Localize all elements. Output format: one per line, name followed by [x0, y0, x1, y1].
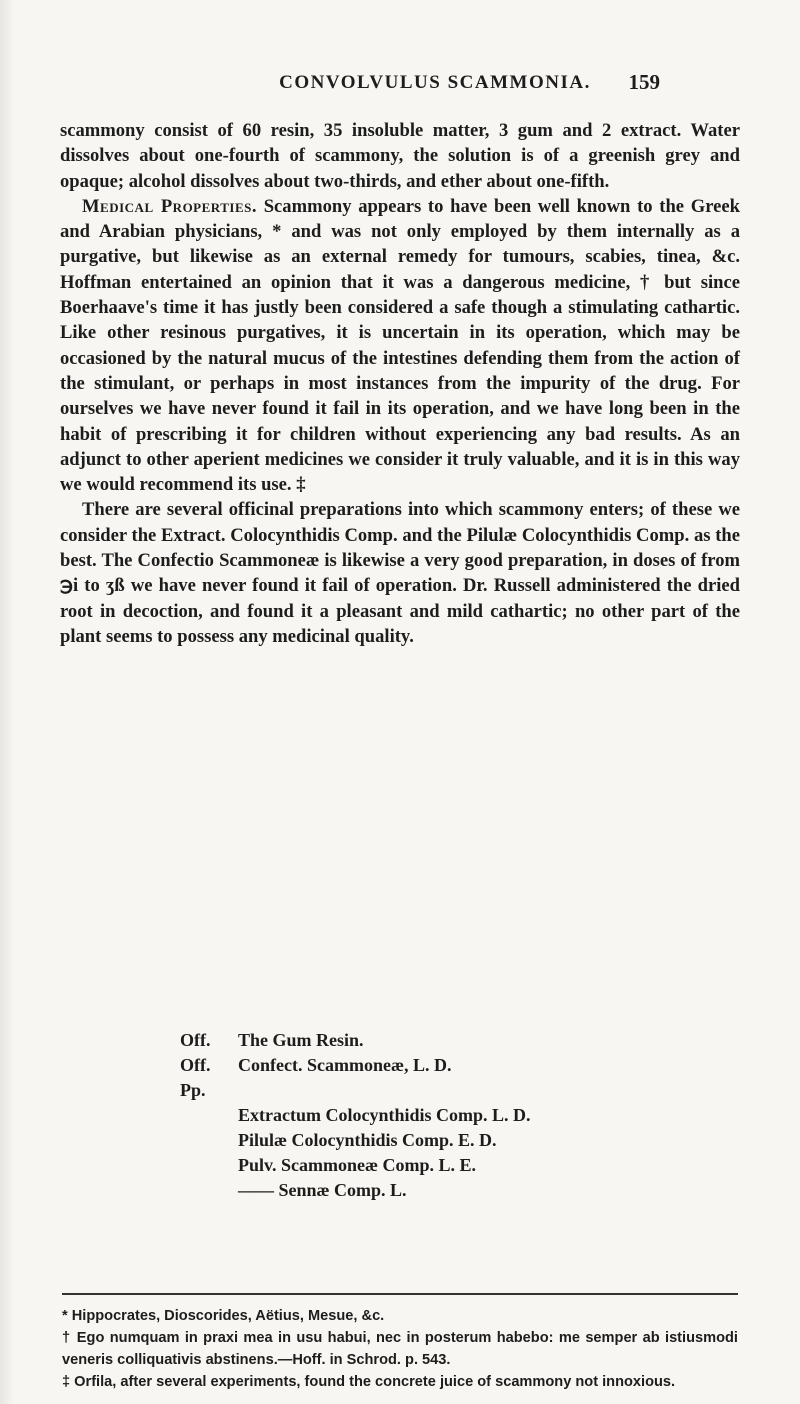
- footnote: † Ego numquam in praxi mea in usu habui, nec in posterum habebo: me semper ab istiusmodi veneris colliquativis abstinens.—Hoff. in Schrod. p. 543.: [62, 1330, 738, 1368]
- officinal-item: Extractum Colocynthidis Comp. L. D.: [238, 1105, 531, 1125]
- running-title: CONVOLVULUS SCAMMONIA.: [279, 72, 591, 93]
- footnote-divider: [62, 1293, 738, 1295]
- officinal-item: Pulv. Scammoneæ Comp. L. E.: [238, 1155, 477, 1175]
- officinal-item: —— Sennæ Comp. L.: [238, 1180, 407, 1200]
- paragraph-preparations: There are several officinal preparations into which scammony enters; of these we consider the Extract. Colocynthidis Comp. and the Pilulæ Colocynthidis Comp. as the best. The Confectio Scammoneæ is likewise a very good preparation, in doses of from ℈i to ʒß we have never found it fail of operation. Dr. Russell administered the dried root in decoction, and found it a pleasant and mild cathartic; no other part of the plant seems to possess any medicinal quality.: [60, 499, 740, 647]
- page-edge: [0, 0, 14, 1404]
- footnote: ‡ Orfila, after several experiments, found the concrete juice of scammony not innoxious.: [62, 1374, 676, 1390]
- officinal-label: Off. Pp.: [180, 1055, 211, 1100]
- officinal-item: Confect. Scammoneæ, L. D.: [238, 1055, 452, 1075]
- paragraph-medical-properties: [60, 194, 740, 498]
- officinal-list: [180, 1028, 680, 1203]
- officinal-row: [180, 1053, 680, 1103]
- main-text: [60, 118, 740, 649]
- officinal-item: The Gum Resin.: [238, 1030, 364, 1050]
- officinal-item: Pilulæ Colocynthidis Comp. E. D.: [238, 1130, 497, 1150]
- footnote: * Hippocrates, Dioscorides, Aëtius, Mesue, &c.: [62, 1308, 385, 1324]
- officinal-label: Off.: [180, 1030, 211, 1050]
- section-heading: Medical Properties.: [82, 195, 257, 217]
- paragraph-composition: scammony consist of 60 resin, 35 insoluble matter, 3 gum and 2 extract. Water dissolves about one-fourth of scammony, the solution is of a greenish grey and opaque; alcohol dissolves about two-thirds, and ether about one-fifth.: [60, 120, 740, 192]
- paragraph-text: Scammony appears to have been well known to the Greek and Arabian physicians, * and was not only employed by them internally as a purgative, but likewise as an external remedy for tumours, scabies, tinea, &c. Hoffman entertained an opinion that it was a dangerous medicine, † but since Boerhaave's time it has justly been considered a safe though a stimulating cathartic. Like other resinous purgatives, it is uncertain in its operation, which may be occasioned by the natural mucus of the intestines defending them from the action of the stimulant, or perhaps in most instances from the impurity of the drug. For ourselves we have never found it fail in its operation, and we have long been in the habit of prescribing it for children without experiencing any bad results. As an adjunct to other aperient medicines we consider it truly valuable, and it is in this way we would recommend its use. ‡: [60, 195, 740, 496]
- footnotes: [62, 1305, 738, 1393]
- officinal-row: [180, 1028, 680, 1053]
- page-number: 159: [628, 70, 660, 94]
